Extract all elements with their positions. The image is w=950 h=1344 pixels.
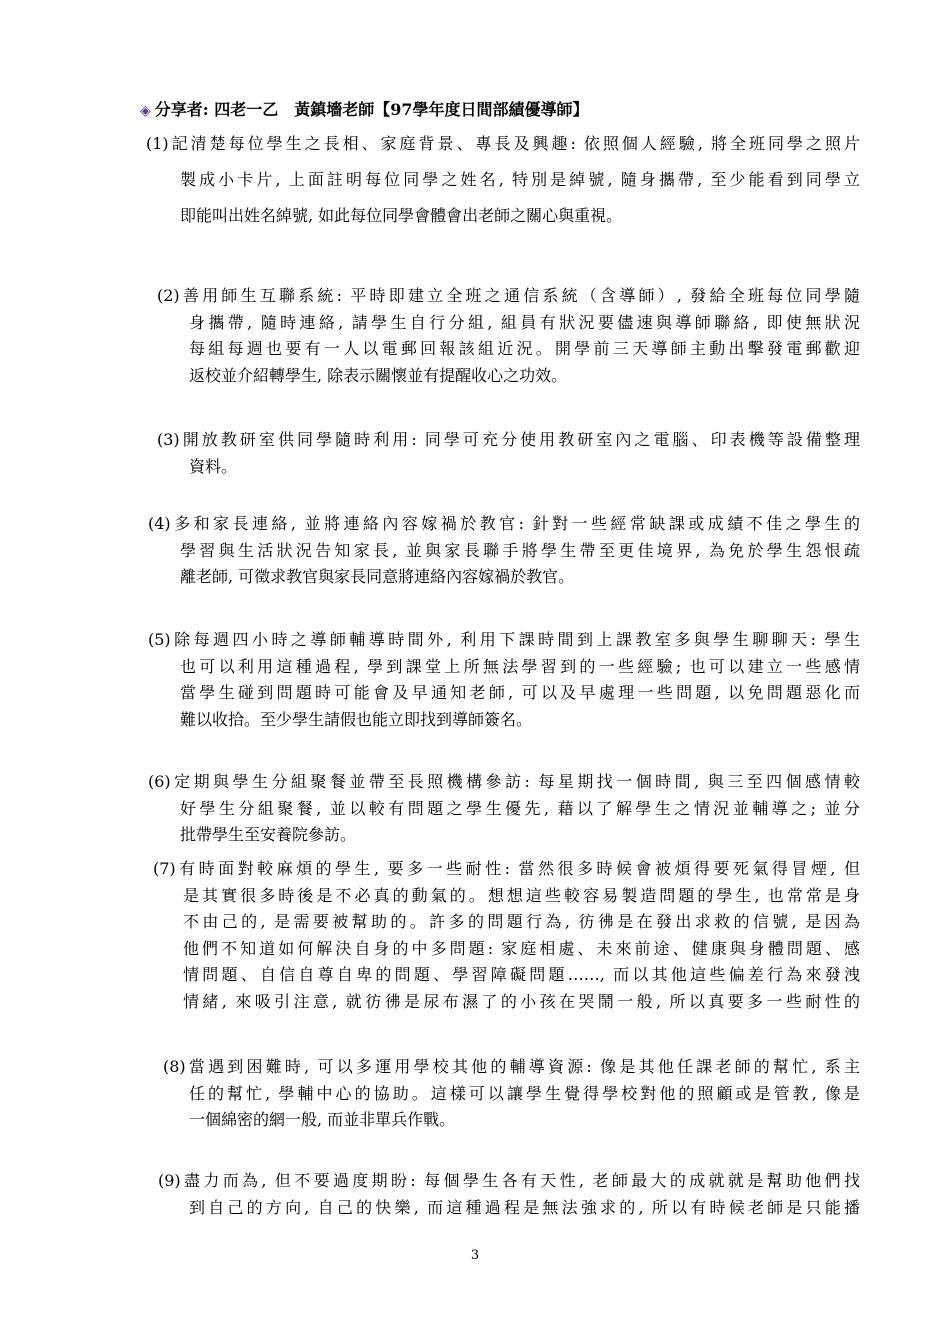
item-line: 他們不知道如何解決自身的中多問題: 家庭相處、未來前途、健康與身體問題、感 [183, 938, 860, 958]
item-line: 好學生分組聚餐, 並以較有問題之學生優先, 藉以了解學生之情況並輔導之; 並分 [180, 798, 860, 818]
section-heading [140, 97, 589, 120]
item-line: (1)記清楚每位學生之長相、家庭背景、專長及興趣: 依照個人經驗, 將全班同學之照片 [146, 134, 860, 153]
item-line: 離老師, 可徵求教官與家長同意將連絡內容嫁禍於教官。 [180, 567, 575, 586]
item-line: 學習與生活狀況告知家長, 並與家長聯手將學生帶至更佳境界, 為免於學生怨恨疏 [180, 540, 860, 560]
item-line: (7)有時面對較麻煩的學生, 要多一些耐性: 當然很多時候會被煩得要死氣得冒煙, 但 [153, 859, 860, 878]
item-line: 任的幫忙, 學輔中心的協助。這樣可以讓學生覺得學校對他的照顧或是管教, 像是 [189, 1083, 860, 1103]
item-line: 當學生碰到問題時可能會及早通知老師, 可以及早處理一些問題, 以免問題惡化而 [180, 683, 860, 702]
item-line: 難以收拾。至少學生請假也能立即找到導師簽名。 [180, 709, 533, 729]
list-item-7 [153, 856, 860, 1015]
item-line: (8)當遇到困難時, 可以多運用學校其他的輔導資源: 像是其他任課老師的幫忙, 系主 [163, 1057, 860, 1076]
list-item-9 [158, 1168, 860, 1221]
item-line: 製成小卡片, 上面註明每位同學之姓名, 特別是綽號, 隨身攜帶, 至少能看到同學立 [180, 170, 860, 189]
item-line: 一個綿密的網一般, 而並非單兵作戰。 [189, 1110, 456, 1129]
list-item-5 [148, 627, 860, 733]
item-line: 情問題、自信自尊自卑的問題、學習障礙問題……, 而以其他這些偏差行為來發洩 [183, 965, 860, 984]
item-line: 即能叫出姓名綽號, 如此每位同學會體會出老師之關心與重視。 [180, 206, 623, 225]
item-line: (4)多和家長連絡, 並將連絡內容嫁禍於教官: 針對一些經常缺課或成績不佳之學生的 [148, 514, 860, 533]
item-line: (3)開放教研室供同學隨時利用: 同學可充分使用教研室內之電腦、印表機等設備整理 [157, 430, 860, 449]
item-line: 不由己的, 是需要被幫助的。許多的問題行為, 彷彿是在發出求救的信號, 是因為 [183, 912, 860, 931]
list-item-1 [146, 126, 860, 234]
diamond-bullet-icon: ◈ [140, 103, 151, 119]
heading-text: 分享者: 四老一乙 黃鎮墻老師【97學年度日間部績優導師】 [154, 100, 589, 119]
item-line: 每組每週也要有一人以電郵回報該組近況。開學前三天導師主動出擊發電郵歡迎 [189, 339, 860, 358]
item-line: 情緒, 來吸引注意, 就彷彿是尿布濕了的小孩在哭鬧一般, 所以真要多一些耐性的 [183, 991, 860, 1011]
list-item-4 [148, 511, 860, 591]
item-line: 資料。 [189, 456, 238, 476]
item-line: 也可以利用這種過程, 學到課堂上所無法學習到的一些經驗; 也可以建立一些感情 [180, 656, 860, 676]
item-line: 身攜帶, 隨時連絡, 請學生自行分組, 組員有狀況要儘速與導師聯絡, 即使無狀況 [189, 312, 860, 332]
item-line: 返校並介紹轉學生, 除表示關懷並有提醒收心之功效。 [189, 365, 568, 385]
list-item-6 [148, 769, 860, 849]
list-item-2 [157, 283, 860, 389]
item-line: 是其實很多時後是不必真的動氣的。想想這些較容易製造問題的學生, 也常常是身 [183, 885, 860, 905]
item-line: 批帶學生至安養院參訪。 [180, 825, 357, 844]
item-line: (5)除每週四小時之導師輔導時間外, 利用下課時間到上課教室多與學生聊聊天: 學生 [148, 630, 860, 649]
list-item-8 [163, 1054, 860, 1134]
item-line: (6)定期與學生分組聚餐並帶至長照機構參訪: 每星期找一個時間, 與三至四個感情較 [148, 772, 860, 791]
item-line: (9)盡力而為, 但不要過度期盼: 每個學生各有天性, 老師最大的成就就是幫助他們找 [158, 1171, 860, 1190]
item-line: (2)善用師生互聯系統: 平時即建立全班之通信系統（含導師）, 發給全班每位同學隨 [157, 286, 860, 305]
item-line: 到自己的方向, 自己的快樂, 而這種過程是無法強求的, 所以有時候老師是只能播 [189, 1197, 860, 1217]
list-item-3 [157, 427, 860, 480]
page-number: 3 [470, 1248, 480, 1263]
